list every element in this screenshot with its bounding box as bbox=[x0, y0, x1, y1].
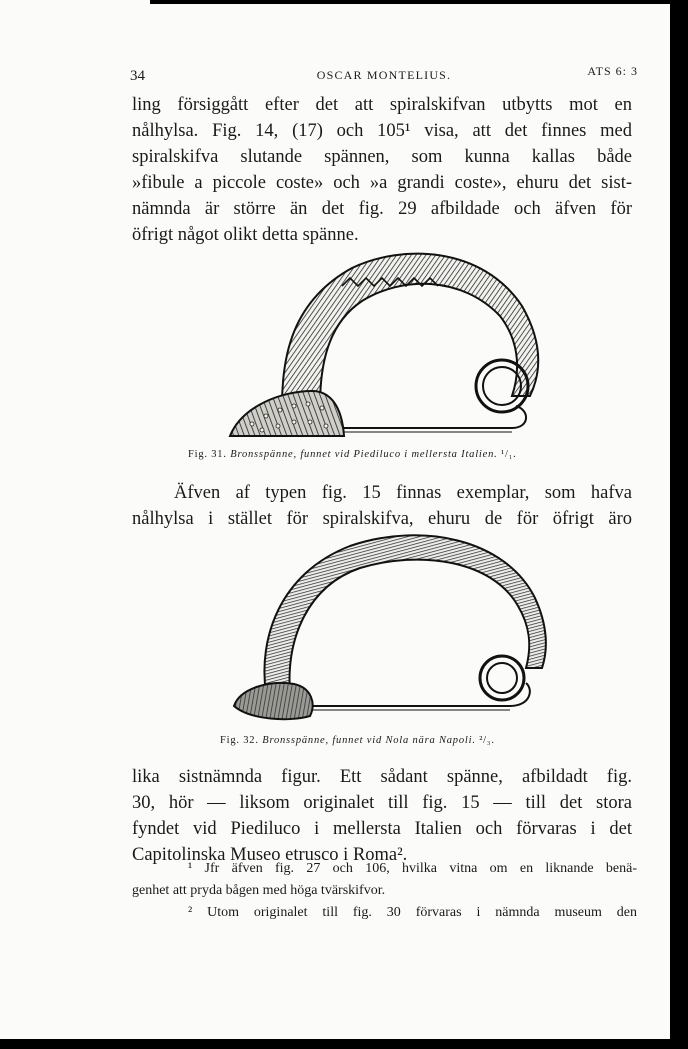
scan-edge-right bbox=[670, 0, 688, 1049]
figure-31-title: Bronsspänne, funnet vid Piediluco i mellersta Italien. bbox=[230, 449, 498, 460]
figure-31-scale: ¹/₁. bbox=[501, 449, 517, 460]
page-number: 34 bbox=[130, 68, 145, 84]
figure-31-fibula-illustration bbox=[212, 246, 552, 446]
running-head: OSCAR MONTELIUS. bbox=[316, 68, 452, 82]
text-line: spiralskifva slutande spännen, som kunna kallas både bbox=[132, 147, 632, 167]
text-line: 30, hör — liksom originalet till fig. 15 — till det stora bbox=[132, 793, 632, 813]
scan-edge-top bbox=[150, 0, 670, 4]
figure-32-title: Bronsspänne, funnet vid Nola nära Napoli. bbox=[262, 735, 476, 746]
paragraph-1 bbox=[132, 92, 632, 248]
text-line: öfrigt något olikt detta spänne. bbox=[132, 225, 359, 245]
text-line: Äfven af typen fig. 15 finnas exemplar, som hafva bbox=[174, 483, 632, 503]
text-line: fyndet vid Piediluco i mellersta Italien och förvaras i det bbox=[132, 819, 632, 839]
figure-32-fibula-illustration bbox=[230, 528, 560, 728]
footnote-1-line: genhet att pryda bågen med höga tvärskifvor. bbox=[132, 883, 386, 898]
figure-31-caption bbox=[188, 449, 517, 460]
signature-mark: ATS 6: 3 bbox=[587, 64, 638, 78]
text-line: »fibule a piccole coste» och »a grandi coste», ehuru det sist- bbox=[132, 173, 632, 193]
figure-32-caption bbox=[220, 735, 495, 746]
text-line: lika sistnämnda figur. Ett sådant spänne, afbildadt fig. bbox=[132, 767, 632, 787]
footnote-1-line: ¹ Jfr äfven fig. 27 och 106, hvilka vitna om en liknande benä- bbox=[188, 861, 637, 876]
figure-32-scale: ²/₃. bbox=[479, 735, 495, 746]
page-header bbox=[130, 64, 638, 84]
paragraph-2 bbox=[132, 480, 632, 532]
text-line: nämnda är större än det fig. 29 afbildade och äfven för bbox=[132, 199, 632, 219]
text-line: nålhylsa i stället för spiralskifva, ehuru de för öfrigt äro bbox=[132, 509, 632, 529]
text-line: ling försiggått efter det att spiralskifvan utbytts mot en bbox=[132, 95, 632, 115]
text-line: nålhylsa. Fig. 14, (17) och 105¹ visa, att det finnes med bbox=[132, 121, 632, 141]
paragraph-3 bbox=[132, 764, 632, 868]
scan-edge-bottom bbox=[0, 1039, 688, 1049]
footnotes bbox=[132, 858, 637, 924]
figure-31-label: Fig. 31. bbox=[188, 449, 227, 460]
text-line: Capitolinska Museo etrusco i Roma². bbox=[132, 845, 408, 865]
footnote-2-line: ² Utom originalet till fig. 30 förvaras i nämnda museum den bbox=[188, 905, 637, 920]
figure-32-label: Fig. 32. bbox=[220, 735, 259, 746]
